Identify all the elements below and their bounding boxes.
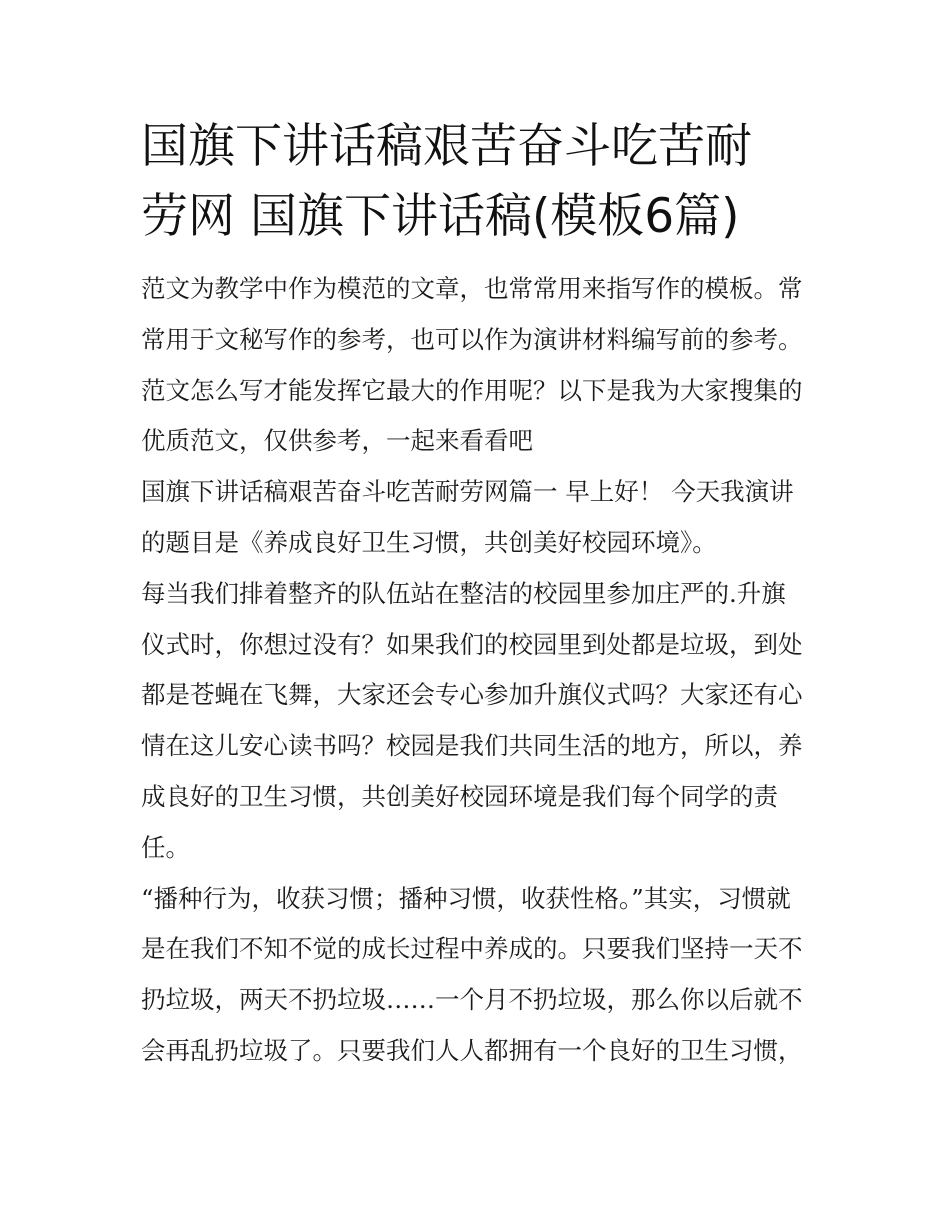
document-title (141, 112, 813, 252)
text-line: 仪式时，你想过没有？如果我们的校园里到处都是垃圾，到处 (141, 629, 803, 659)
text-line: 范文怎么写才能发挥它最大的作用呢？以下是我为大家搜集的 (141, 375, 803, 405)
paragraph-habits (141, 874, 813, 1077)
document-content (141, 112, 813, 1077)
title-line: 国旗下讲话稿艰苦奋斗吃苦耐 (141, 119, 752, 174)
text-line: 扔垃圾，两天不扔垃圾……一个月不扔垃圾，那么你以后就不 (141, 985, 803, 1015)
paragraph-speech-opening (141, 467, 813, 569)
document-body (141, 264, 813, 1077)
paragraph-intro (141, 264, 813, 467)
text-line: 的题目是《养成良好卫生习惯，共创美好校园环境》。 (141, 527, 717, 557)
text-line: 是在我们不知不觉的成长过程中养成的。只要我们坚持一天不 (141, 934, 803, 964)
text-line: 任。 (141, 832, 190, 862)
text-line: “播种行为，收获习惯；播种习惯，收获性格。”其实，习惯就 (141, 883, 791, 913)
paragraph-campus (141, 569, 813, 874)
text-line: 成良好的卫生习惯，共创美好校园环境是我们每个同学的责 (141, 781, 778, 811)
text-line: 优质范文，仅供参考，一起来看看吧 (141, 426, 533, 456)
text-line: 都是苍蝇在飞舞，大家还会专心参加升旗仪式吗？大家还有心 (141, 680, 803, 710)
text-line: 常用于文秘写作的参考，也可以作为演讲材料编写前的参考。 (141, 324, 803, 354)
text-line: 情在这儿安心读书吗？校园是我们共同生活的地方，所以，养 (141, 731, 803, 761)
text-line: 每当我们排着整齐的队伍站在整洁的校园里参加庄严的.升旗 (141, 578, 786, 608)
text-line: 范文为教学中作为模范的文章，也常常用来指写作的模板。常 (141, 274, 803, 303)
text-line: 会再乱扔垃圾了。只要我们人人都拥有一个良好的卫生习惯， (141, 1035, 803, 1065)
text-line: 国旗下讲话稿艰苦奋斗吃苦耐劳网篇一 早上好！ 今天我演讲 (141, 477, 794, 507)
title-line: 劳网 国旗下讲话稿(模板6篇) (141, 189, 740, 244)
